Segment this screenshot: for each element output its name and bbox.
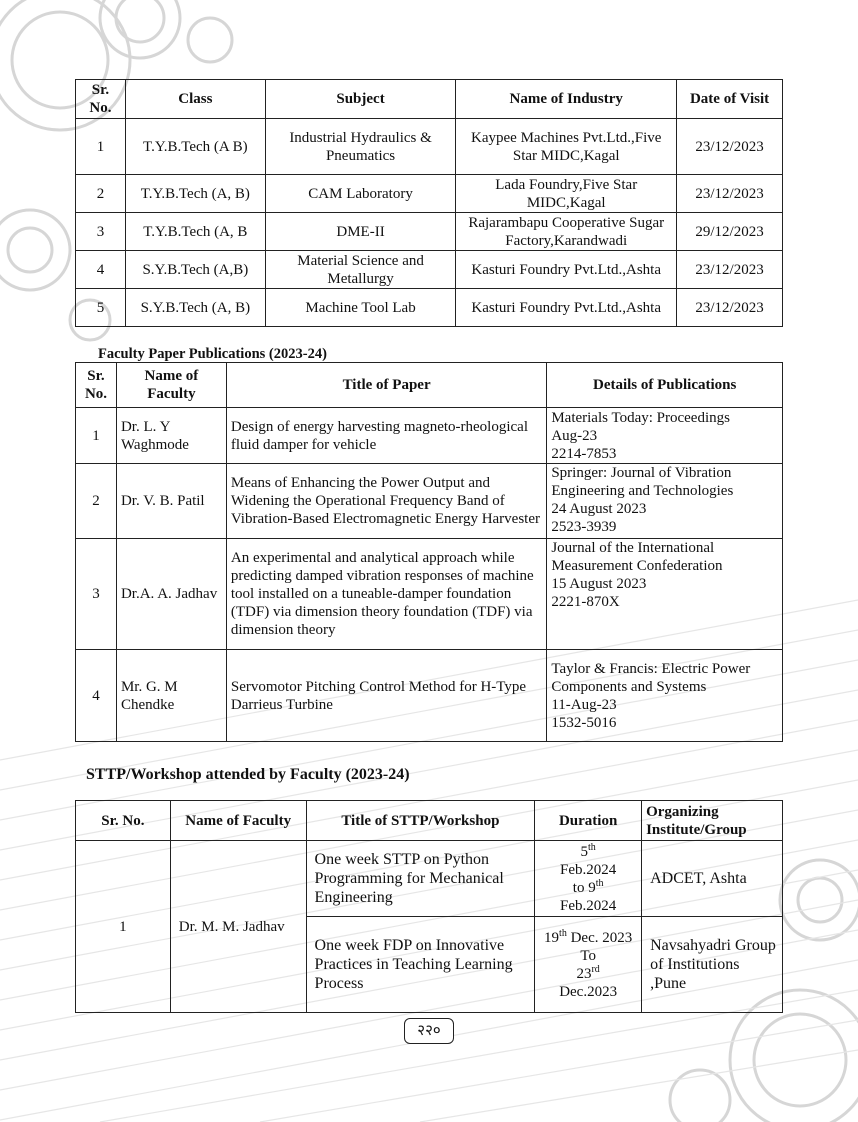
paper-title: Servomotor Pitching Control Method for H-Type Darrieus Turbine	[226, 650, 546, 742]
sr-no: 1	[76, 408, 117, 464]
duration: 19th Dec. 2023 To 23rd Dec.2023	[535, 917, 642, 1013]
subject: Industrial Hydraulics & Pneumatics	[265, 119, 456, 175]
table-row	[76, 464, 783, 539]
publication-date: 11-Aug-23	[551, 696, 617, 713]
journal: Taylor & Francis: Electric Power Components and Systems	[551, 660, 751, 695]
sr-no: 5	[76, 289, 126, 327]
date: 23/12/2023	[677, 119, 783, 175]
duration: 5th Feb.2024 to 9th Feb.2024	[535, 841, 642, 917]
industry: Kaypee Machines Pvt.Ltd.,Five Star MIDC,Kagal	[456, 119, 677, 175]
subject: CAM Laboratory	[265, 175, 456, 213]
subject: DME-II	[265, 213, 456, 251]
industry: Lada Foundry,Five Star MIDC,Kagal	[456, 175, 677, 213]
subject: Material Science and Metallurgy	[265, 251, 456, 289]
workshop-title: One week FDP on Innovative Practices in Teaching Learning Process	[306, 917, 535, 1013]
paper-title: Design of energy harvesting magneto-rheological fluid damper for vehicle	[226, 408, 546, 464]
journal: Journal of the International Measurement Confederation	[551, 540, 723, 574]
publications-table	[75, 362, 783, 742]
publication-details	[547, 408, 783, 464]
date: 29/12/2023	[677, 213, 783, 251]
publication-date: 24 August 2023	[551, 501, 647, 517]
issn: 1532-5016	[551, 714, 617, 731]
date: 23/12/2023	[677, 289, 783, 327]
organizing-institute: ADCET, Ashta	[642, 841, 783, 917]
table-row	[76, 213, 783, 251]
date: 23/12/2023	[677, 251, 783, 289]
table-row	[76, 650, 783, 742]
table-row	[76, 408, 783, 464]
class: T.Y.B.Tech (A, B	[125, 213, 265, 251]
header-sr-no: Sr. No.	[76, 801, 171, 841]
faculty-name: Dr.A. A. Jadhav	[116, 539, 226, 650]
industry: Kasturi Foundry Pvt.Ltd.,Ashta	[456, 251, 677, 289]
publication-details	[547, 464, 783, 539]
header-title-of-sttp: Title of STTP/Workshop	[306, 801, 535, 841]
sr-no: 1	[76, 119, 126, 175]
header-class: Class	[125, 80, 265, 119]
journal: Materials Today: Proceedings	[551, 409, 730, 426]
header-name-of-faculty: Name of Faculty	[116, 363, 226, 408]
paper-title: An experimental and analytical approach while predicting damped vibration responses of machine tool installed on a tuneable-damper foundation (TDF) via dimension theory foundation (TDF) via dimension theory	[226, 539, 546, 650]
subject: Machine Tool Lab	[265, 289, 456, 327]
table-row	[76, 119, 783, 175]
publication-details	[547, 539, 783, 650]
header-sr-no: Sr. No.	[76, 363, 117, 408]
class: S.Y.B.Tech (A,B)	[125, 251, 265, 289]
faculty-name: Dr. L. Y Waghmode	[116, 408, 226, 464]
table-row	[76, 251, 783, 289]
header-subject: Subject	[265, 80, 456, 119]
sr-no: 1	[76, 841, 171, 1013]
table-row	[76, 841, 783, 917]
header-organizing-institute: Organizing Institute/Group	[642, 801, 783, 841]
sr-no: 3	[76, 539, 117, 650]
faculty-name: Mr. G. M Chendke	[116, 650, 226, 742]
header-name-of-faculty: Name of Faculty	[170, 801, 306, 841]
publication-details	[547, 650, 783, 742]
paper-title: Means of Enhancing the Power Output and Widening the Operational Frequency Band of Vibration-Based Electromagnetic Energy Harvester	[226, 464, 546, 539]
faculty-name: Dr. V. B. Patil	[116, 464, 226, 539]
class: T.Y.B.Tech (A, B)	[125, 175, 265, 213]
issn: 2221-870X	[551, 594, 620, 610]
sr-no: 4	[76, 251, 126, 289]
table-row	[76, 289, 783, 327]
sttp-heading: STTP/Workshop attended by Faculty (2023-24)	[86, 766, 410, 783]
publications-heading: Faculty Paper Publications (2023-24)	[98, 346, 327, 362]
class: T.Y.B.Tech (A B)	[125, 119, 265, 175]
industrial-visit-table	[75, 79, 783, 327]
header-duration: Duration	[535, 801, 642, 841]
issn: 2214-7853	[551, 445, 617, 462]
table-row	[76, 175, 783, 213]
header-title-of-paper: Title of Paper	[226, 363, 546, 408]
industry: Rajarambapu Cooperative Sugar Factory,Karandwadi	[456, 213, 677, 251]
journal: Springer: Journal of Vibration Engineering and Technologies	[551, 465, 734, 499]
class: S.Y.B.Tech (A, B)	[125, 289, 265, 327]
sr-no: 4	[76, 650, 117, 742]
faculty-name: Dr. M. M. Jadhav	[170, 841, 306, 1013]
publication-date: 15 August 2023	[551, 576, 647, 592]
date: 23/12/2023	[677, 175, 783, 213]
sr-no: 3	[76, 213, 126, 251]
header-sr-no: Sr. No.	[76, 80, 126, 119]
issn: 2523-3939	[551, 519, 617, 535]
organizing-institute: Navsahyadri Group of Institutions ,Pune	[642, 917, 783, 1013]
sttp-table	[75, 800, 783, 1013]
page-number: २२०	[404, 1018, 454, 1044]
header-industry: Name of Industry	[456, 80, 677, 119]
header-details-of-publications: Details of Publications	[547, 363, 783, 408]
header-date-of-visit: Date of Visit	[677, 80, 783, 119]
sr-no: 2	[76, 175, 126, 213]
publication-date: Aug-23	[551, 427, 598, 444]
sr-no: 2	[76, 464, 117, 539]
workshop-title: One week STTP on Python Programming for Mechanical Engineering	[306, 841, 535, 917]
table-row	[76, 539, 783, 650]
industry: Kasturi Foundry Pvt.Ltd.,Ashta	[456, 289, 677, 327]
